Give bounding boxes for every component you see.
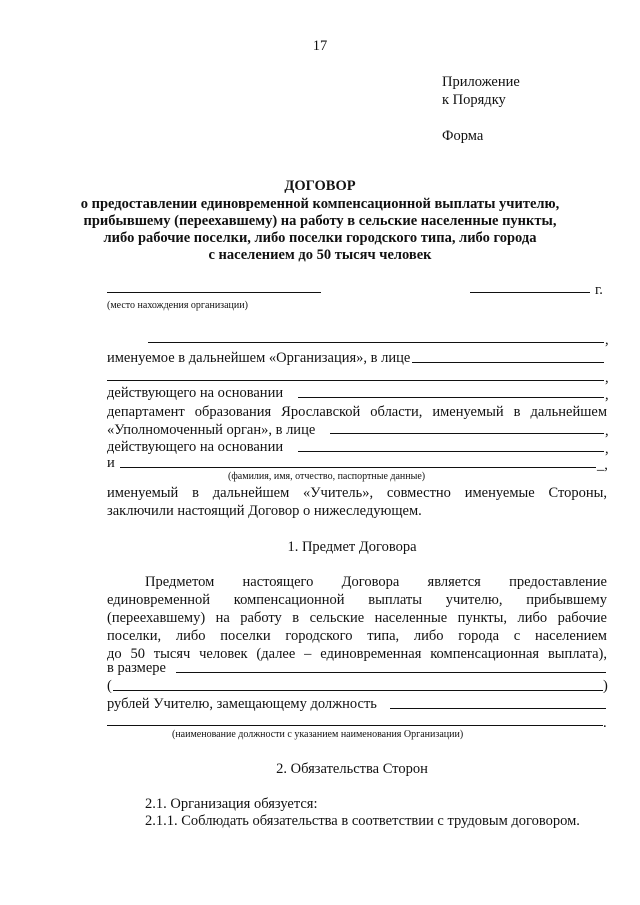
org-rep-blank-2 [107, 380, 604, 381]
year-suffix: г. [595, 282, 603, 298]
section-1-line-4: поселки, либо поселки городского типа, либо города с населением [107, 628, 607, 644]
appendix-reference: к Порядку [442, 92, 506, 108]
person-caption: (фамилия, имя, отчество, паспортные данные) [228, 471, 426, 482]
item-2-1-1: 2.1.1. Соблюдать обязательства в соответствии с трудовым договором. [145, 813, 580, 829]
department-rep-blank [330, 433, 604, 434]
basis-blank-2 [298, 451, 604, 452]
location-blank [107, 292, 321, 293]
section-2-heading: 2. Обязательства Сторон [276, 761, 428, 777]
title-line-4: с населением до 50 тысяч человек [208, 247, 432, 263]
section-1-heading: 1. Предмет Договора [287, 539, 417, 555]
form-label: Форма [442, 128, 484, 144]
position-blank-2 [107, 725, 603, 726]
acting-basis-2: действующего на основании [107, 439, 284, 455]
amount-blank [176, 672, 606, 673]
teacher-line-2: заключили настоящий Договор о нижеследующем. [107, 503, 422, 519]
position-caption: (наименование должности с указанием наименования Организации) [172, 729, 464, 740]
department-line-2: «Уполномоченный орган», в лице [107, 422, 316, 438]
section-1-line-2: единовременной компенсационной выплаты учителю, прибывшему [107, 592, 607, 608]
open-paren: ( [107, 678, 112, 694]
section-1-line-1: Предметом настоящего Договора является предоставление [145, 574, 607, 590]
close-paren: ) [603, 678, 608, 694]
section-1-line-5: до 50 тысяч человек (далее – единовременная компенсационная выплата), [107, 646, 607, 662]
section-1-line-3: (переехавшему) на работу в сельские населенные пункты, либо рабочие [107, 610, 607, 626]
org-name-blank [148, 342, 604, 343]
title-line-1: о предоставлении единовременной компенсационной выплаты учителю, [80, 196, 560, 212]
date-blank [470, 292, 590, 293]
teacher-line-1: именуемый в дальнейшем «Учитель», совместно именуемые Стороны, [107, 485, 607, 501]
acting-basis-1: действующего на основании [107, 385, 284, 401]
item-2-1: 2.1. Организация обязуется: [145, 796, 318, 812]
appendix-title: Приложение [442, 74, 520, 90]
title-line-2: прибывшему (переехавшему) на работу в сельские населенные пункты, [83, 213, 557, 229]
org-line: именуемое в дальнейшем «Организация», в лице [107, 350, 411, 366]
position-blank [390, 708, 606, 709]
basis-blank-1 [298, 397, 604, 398]
org-rep-blank [412, 362, 604, 363]
page-number: 17 [312, 38, 328, 54]
document-title: ДОГОВОР [284, 178, 356, 194]
location-caption: (место нахождения организации) [107, 300, 248, 311]
department-line-1: департамент образования Ярославской области, именуемый в дальнейшем [107, 404, 607, 420]
person-blank [120, 467, 596, 468]
amount-label: в размере [107, 660, 166, 676]
title-line-3: либо рабочие поселки, либо поселки городского типа, либо города [103, 230, 537, 246]
and-conjunction: и [107, 455, 115, 471]
amount-words-blank [113, 690, 603, 691]
rubles-line: рублей Учителю, замещающему должность [107, 696, 377, 712]
